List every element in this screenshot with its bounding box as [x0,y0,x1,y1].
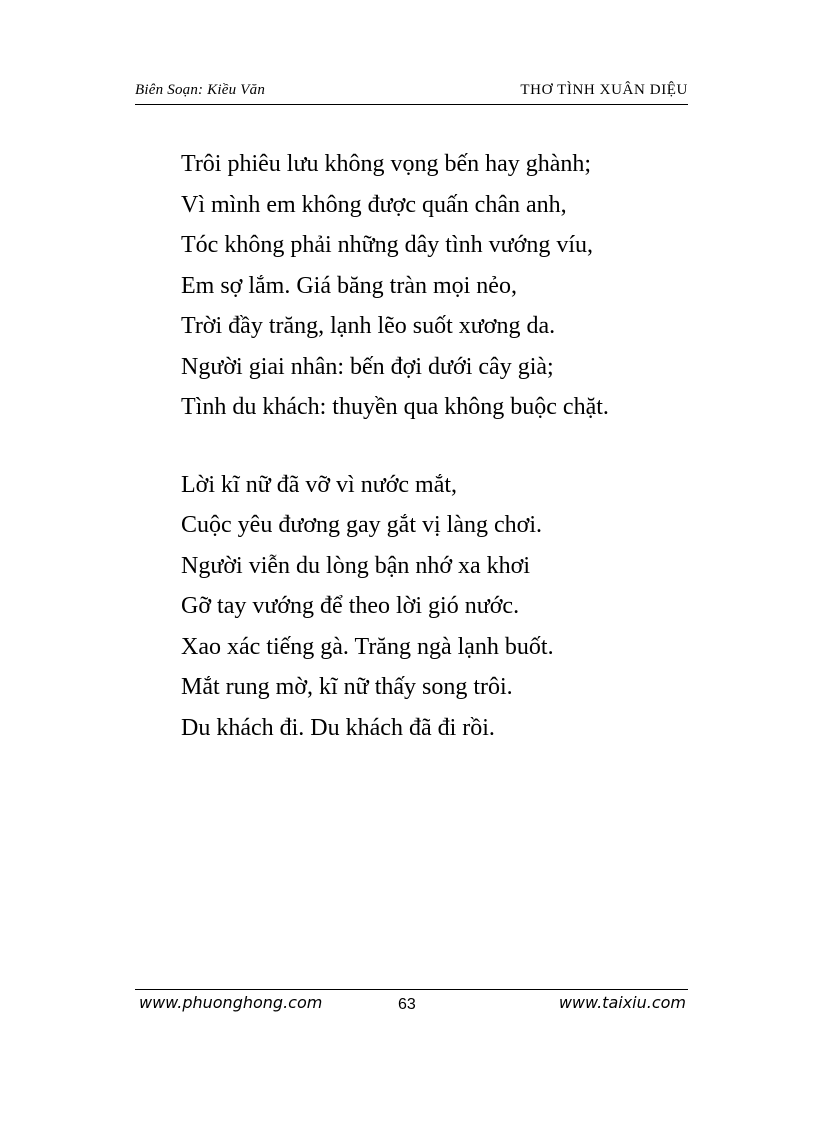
poem-line: Tóc không phải những dây tình vướng víu, [181,232,593,258]
poem-line: Xao xác tiếng gà. Trăng ngà lạnh buốt. [181,633,554,660]
poem-line: Tình du khách: thuyền qua không buộc chặt. [181,394,609,420]
poem-line: Mắt rung mờ, kĩ nữ thấy song trôi. [181,674,513,700]
stanza-1 [181,144,701,428]
poem-line: Người giai nhân: bến đợi dưới cây già; [181,353,554,380]
poem-line: Trời đầy trăng, lạnh lẽo suốt xương da. [181,313,556,339]
poem-line: Cuộc yêu đương gay gắt vị làng chơi. [181,512,542,538]
poem-line: Lời kĩ nữ đã vỡ vì nước mắt, [181,471,458,498]
page-number: 63 [398,996,416,1013]
editor-credit: Biên Soạn: Kiều Văn [135,82,266,98]
footer-website-right: www.taixiu.com [558,993,686,1012]
poem-line: Du khách đi. Du khách đã đi rồi. [181,714,495,741]
poem-body [181,144,701,785]
footer-website-left: www.phuonghong.com [139,993,323,1012]
stanza-2 [181,465,701,749]
poem-line: Người viễn du lòng bận nhớ xa khơi [181,552,531,579]
footer-divider [135,989,688,990]
book-title: THƠ TÌNH XUÂN DIỆU [520,82,688,98]
page-header [135,80,688,105]
poem-line: Gỡ tay vướng để theo lời gió nước. [181,593,520,619]
poem-line: Vì mình em không được quấn chân anh, [181,191,567,218]
poem-line: Em sợ lắm. Giá băng tràn mọi nẻo, [181,272,517,299]
poem-line: Trôi phiêu lưu không vọng bến hay ghành; [181,151,592,177]
